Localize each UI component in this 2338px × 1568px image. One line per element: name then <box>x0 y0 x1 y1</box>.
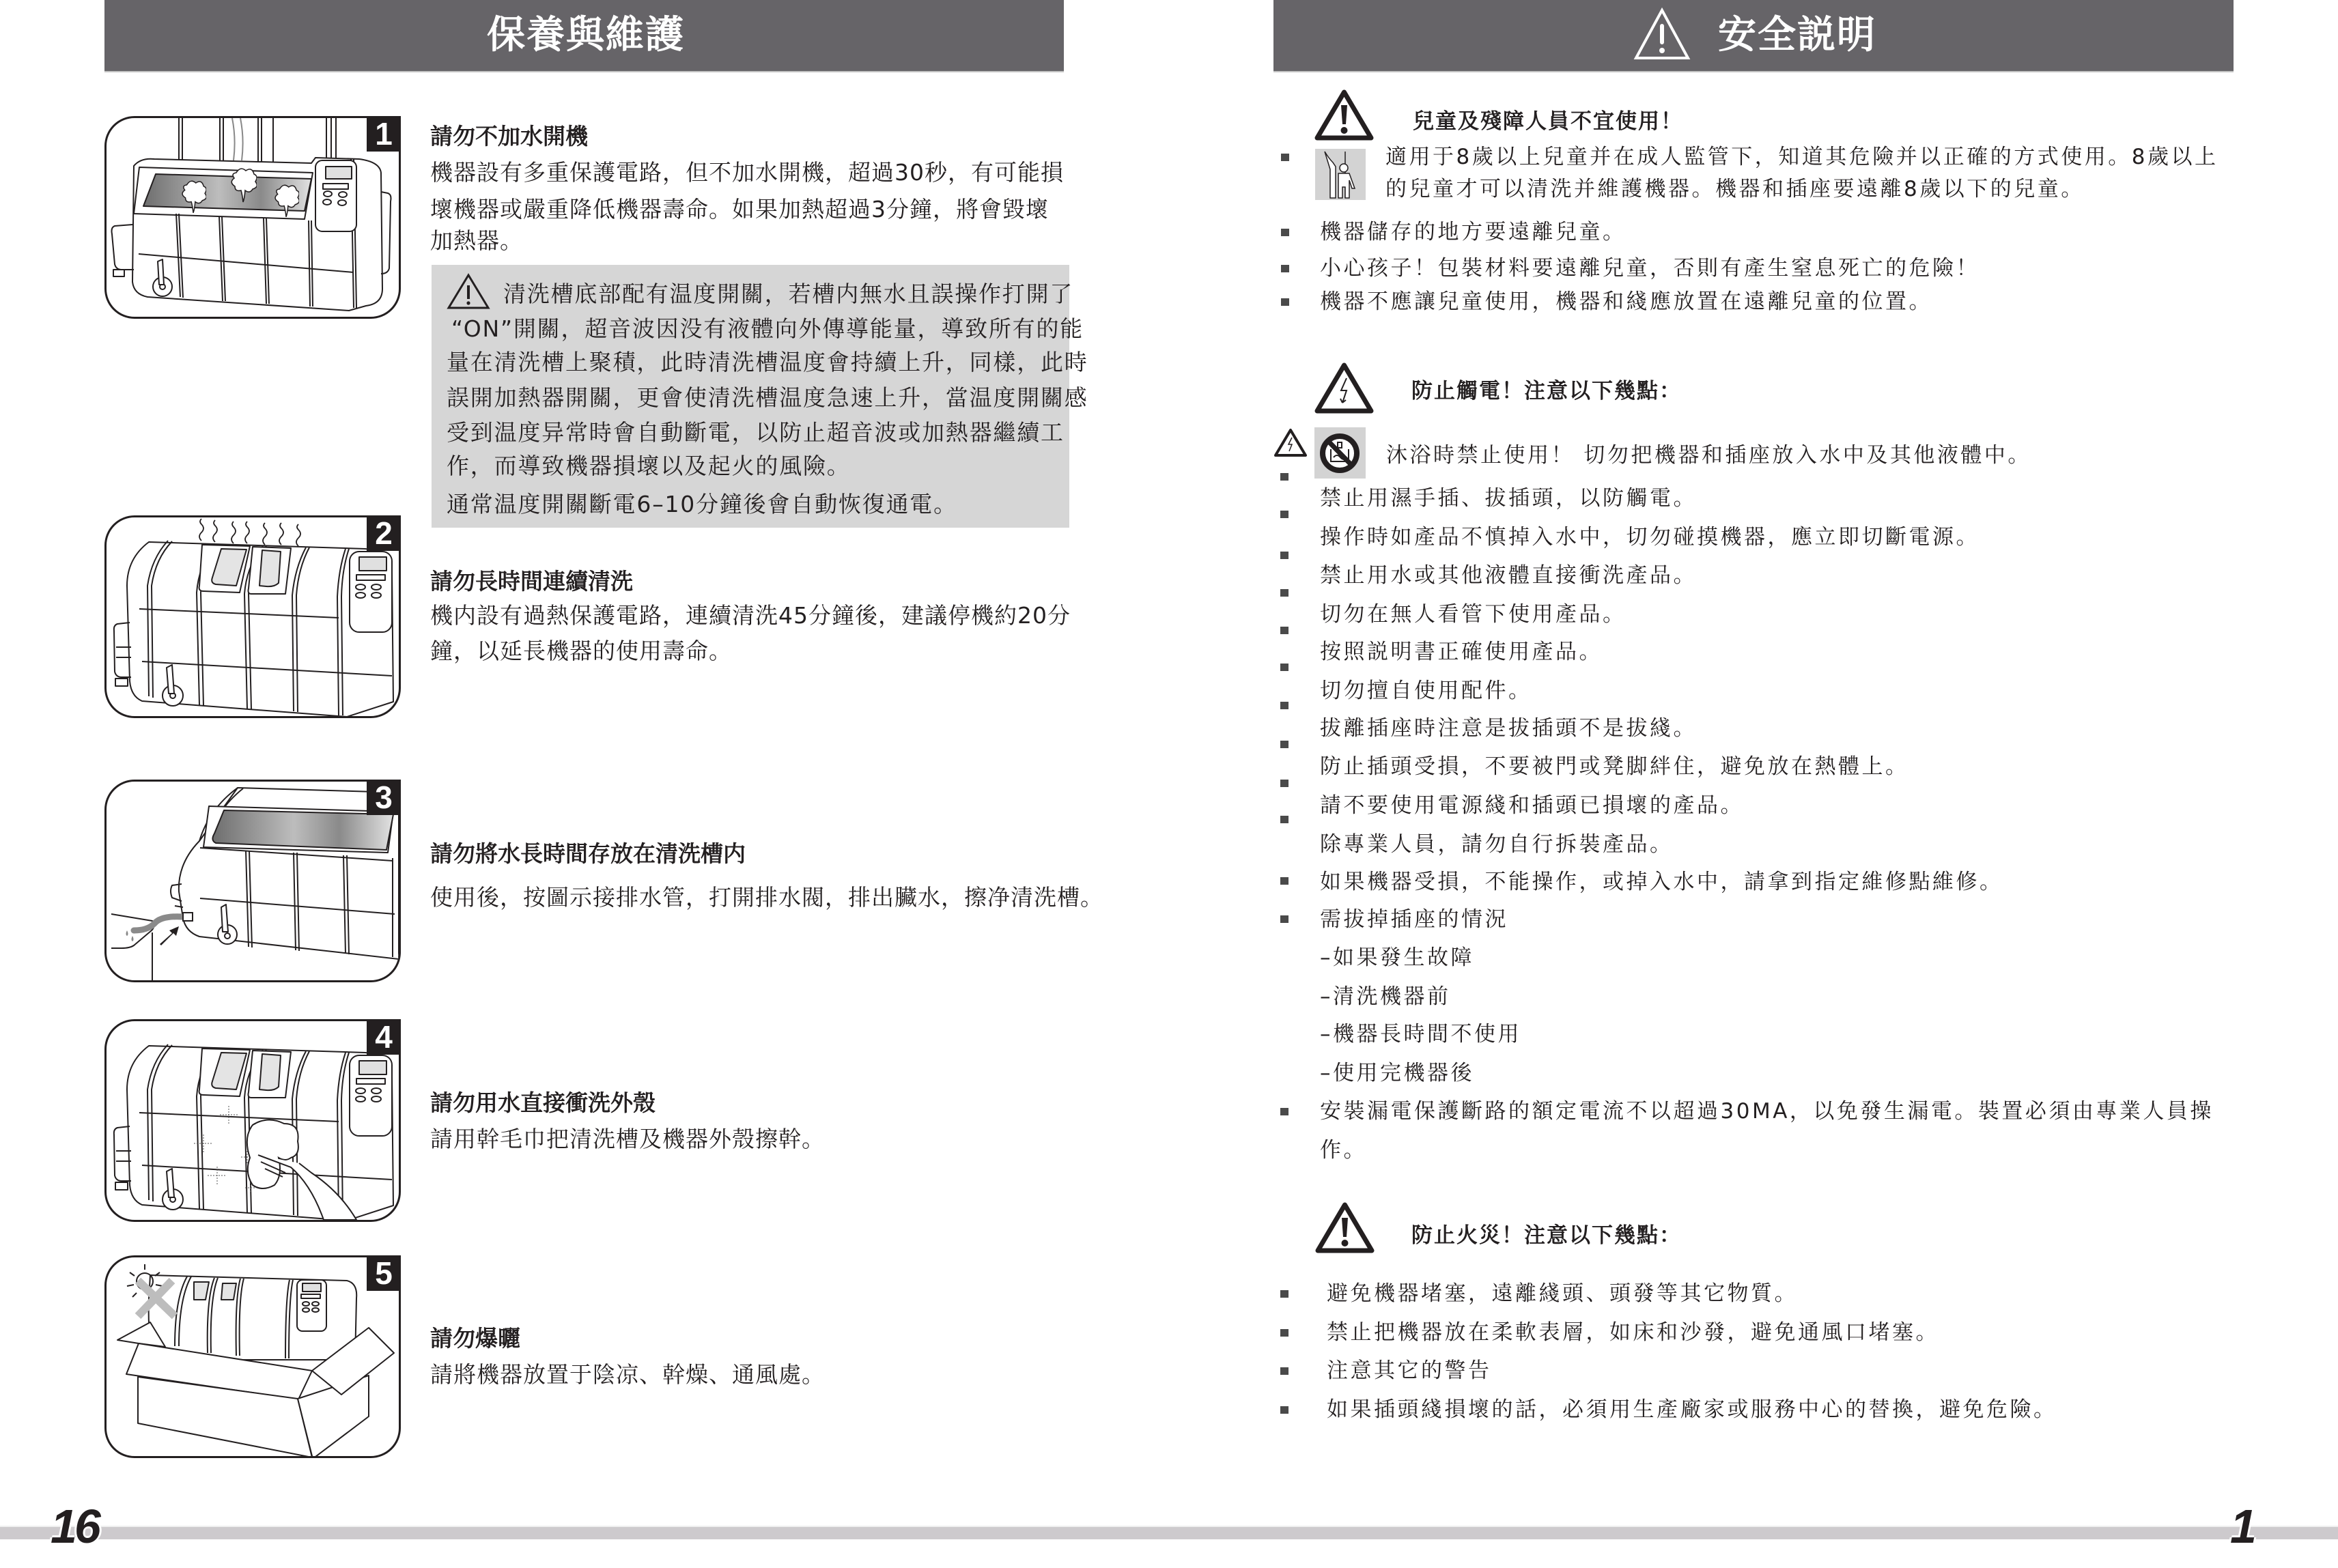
bullet <box>1280 1290 1288 1298</box>
section-body-line: 機器設有多重保護電路，但不加水開機，超過30秒，有可能損 <box>430 159 1064 186</box>
list-item: 拔離插座時注意是拔插頭不是拔綫。 <box>1320 716 1697 741</box>
section-body-line: 使用後，按圖示接排水管，打開排水閥，排出臟水，擦净清洗槽。 <box>430 884 1103 911</box>
list-item: 禁止用水或其他液體直接衝洗產品。 <box>1320 563 1697 588</box>
bullet <box>1280 552 1288 559</box>
illustration-cleaner-steaming <box>104 515 401 718</box>
illustration-cleaner-open-tank <box>104 116 401 319</box>
page-title: 安全説明 <box>1718 13 1876 57</box>
list-item: 安裝漏電保護斷路的額定電流不以超過30MA，以免發生漏電。裝置必須由專業人員操 <box>1320 1099 2214 1124</box>
warning-triangle-icon <box>447 273 490 310</box>
page-number-right: 1 <box>2230 1500 2254 1553</box>
right-page-header <box>1273 0 2234 72</box>
bullet <box>1281 298 1289 306</box>
warning-line: 通常温度開關斷電6–10分鐘後會自動恢復通電。 <box>447 491 957 517</box>
page-number-left: 16 <box>51 1500 98 1553</box>
bullet <box>1280 816 1288 823</box>
step-badge: 5 <box>367 1255 401 1291</box>
warning-triangle-icon <box>1314 89 1375 142</box>
bullet <box>1281 154 1289 161</box>
bullet <box>1280 877 1288 885</box>
warning-triangle-icon <box>1314 1201 1376 1255</box>
section-heading: 請勿長時間連續清洗 <box>430 568 633 595</box>
bullet <box>1280 1329 1288 1337</box>
warning-line: 受到温度异常時會自動斷電，以防止超音波或加熱器繼續工 <box>447 419 1065 446</box>
list-item: 作。 <box>1320 1138 1367 1163</box>
sub-item: –如果發生故障 <box>1320 945 1474 970</box>
electric-shock-warning-icon <box>1273 428 1308 458</box>
section-heading: 兒童及殘障人員不宜使用！ <box>1413 109 1683 134</box>
section-body-line: 請用幹毛巾把清洗槽及機器外殼擦幹。 <box>430 1126 825 1152</box>
bullet <box>1280 1406 1288 1414</box>
section-heading: 請勿將水長時間存放在清洗槽内 <box>430 840 746 867</box>
list-item: 小心孩子！包裝材料要遠離兒童，否則有產生窒息死亡的危險！ <box>1320 256 1980 281</box>
list-item: 機器儲存的地方要遠離兒童。 <box>1320 220 1626 244</box>
list-item: 沐浴時禁止使用！ 切勿把機器和插座放入水中及其他液體中。 <box>1386 443 2031 468</box>
list-item: 禁止把機器放在柔軟表層，如床和沙發，避免通風口堵塞。 <box>1327 1320 1939 1345</box>
bullet <box>1281 229 1289 236</box>
sub-item: –使用完機器後 <box>1320 1061 1474 1085</box>
list-item: 防止插頭受損，不要被門或凳脚絆住，避免放在熱體上。 <box>1320 754 1909 779</box>
list-item: 切勿擅自使用配件。 <box>1320 679 1532 703</box>
bullet <box>1280 702 1288 709</box>
section-heading: 請勿不加水開機 <box>430 123 588 149</box>
bullet <box>1280 473 1288 481</box>
section-body-line: 機内設有過熱保護電路，連續清洗45分鐘後，建議停機約20分 <box>430 602 1071 629</box>
bullet <box>1280 780 1288 787</box>
item-line: 的兒童才可以清洗并維護機器。機器和插座要遠離8歲以下的兒童。 <box>1385 177 2085 201</box>
list-item: 如果插頭綫損壞的話，必須用生產廠家或服務中心的替換，避免危險。 <box>1327 1397 2057 1422</box>
warning-line: 量在清洗槽上聚積，此時清洗槽温度會持續上升，同樣，此時 <box>447 349 1088 375</box>
left-page-header <box>104 0 1064 72</box>
page-title: 保養與維護 <box>487 13 685 57</box>
list-item: 需拔掉插座的情況 <box>1320 907 1508 932</box>
illustration-cleaner-wiping <box>104 1019 401 1222</box>
illustration-cleaner-in-box <box>104 1255 401 1458</box>
bullet <box>1280 664 1288 671</box>
section-heading: 防止火災！注意以下幾點： <box>1411 1223 1682 1248</box>
section-body-line: 請將機器放置于陰凉、幹燥、通風處。 <box>430 1361 825 1388</box>
bullet <box>1280 511 1288 518</box>
list-item: 切勿在無人看管下使用產品。 <box>1320 602 1626 627</box>
section-heading: 請勿爆曬 <box>430 1325 520 1352</box>
section-heading: 防止觸電！注意以下幾點： <box>1411 379 1682 403</box>
step-badge: 1 <box>367 116 401 152</box>
list-item: 機器不應讓兒童使用，機器和綫應放置在遠離兒童的位置。 <box>1320 289 1932 314</box>
sub-item: –機器長時間不使用 <box>1320 1022 1521 1046</box>
list-item: 禁止用濕手插、拔插頭，以防觸電。 <box>1320 486 1697 511</box>
warning-line: 清洗槽底部配有温度開關，若槽内無水且誤操作打開了 <box>503 281 1074 307</box>
electric-shock-warning-icon <box>1314 362 1375 415</box>
list-item: 注意其它的警告 <box>1327 1358 1492 1383</box>
warning-line: 誤開加熱器開關，更會使清洗槽温度急速上升，當温度開關感 <box>447 384 1088 411</box>
list-item: 如果機器受損，不能操作，或掉入水中，請拿到指定維修點維修。 <box>1320 870 2003 894</box>
list-item: 除專業人員，請勿自行拆裝產品。 <box>1320 832 1674 857</box>
bullet <box>1280 627 1288 634</box>
bullet <box>1280 1108 1288 1115</box>
list-item: 避免機器堵塞，遠離綫頭、頭發等其它物質。 <box>1327 1281 1798 1306</box>
footer-bar <box>0 1526 2338 1539</box>
warning-line: 作，而導致機器損壞以及起火的風險。 <box>447 453 851 479</box>
section-body-line: 加熱器。 <box>430 227 523 254</box>
step-badge: 2 <box>367 515 401 551</box>
child-supervision-icon <box>1315 149 1366 200</box>
bullet <box>1280 741 1288 748</box>
bullet <box>1281 265 1289 272</box>
step-badge: 4 <box>367 1019 401 1055</box>
warning-line: “ON”開關，超音波因没有液體向外傳導能量，導致所有的能 <box>451 315 1084 342</box>
sub-item: –清洗機器前 <box>1320 984 1451 1009</box>
list-item: 請不要使用電源綫和插頭已損壞的產品。 <box>1320 793 1744 818</box>
warning-triangle-icon <box>1633 8 1691 61</box>
step-badge: 3 <box>367 780 401 815</box>
list-item: 按照説明書正確使用產品。 <box>1320 640 1603 664</box>
item-line: 適用于8歲以上兒童并在成人監管下，知道其危險并以正確的方式使用。8歲以上 <box>1385 145 2219 169</box>
no-bathing-icon <box>1314 427 1366 479</box>
illustration-cleaner-drain-hose <box>104 780 401 982</box>
list-item: 操作時如產品不慎掉入水中，切勿碰摸機器，應立即切斷電源。 <box>1320 525 1980 550</box>
bullet <box>1280 589 1288 597</box>
bullet <box>1280 1367 1288 1375</box>
section-heading: 請勿用水直接衝洗外殼 <box>430 1089 656 1116</box>
section-body-line: 壞機器或嚴重降低機器壽命。如果加熱超過3分鐘，將會毀壞 <box>430 196 1049 223</box>
bullet <box>1280 915 1288 923</box>
section-body-line: 鐘，以延長機器的使用壽命。 <box>430 638 732 664</box>
